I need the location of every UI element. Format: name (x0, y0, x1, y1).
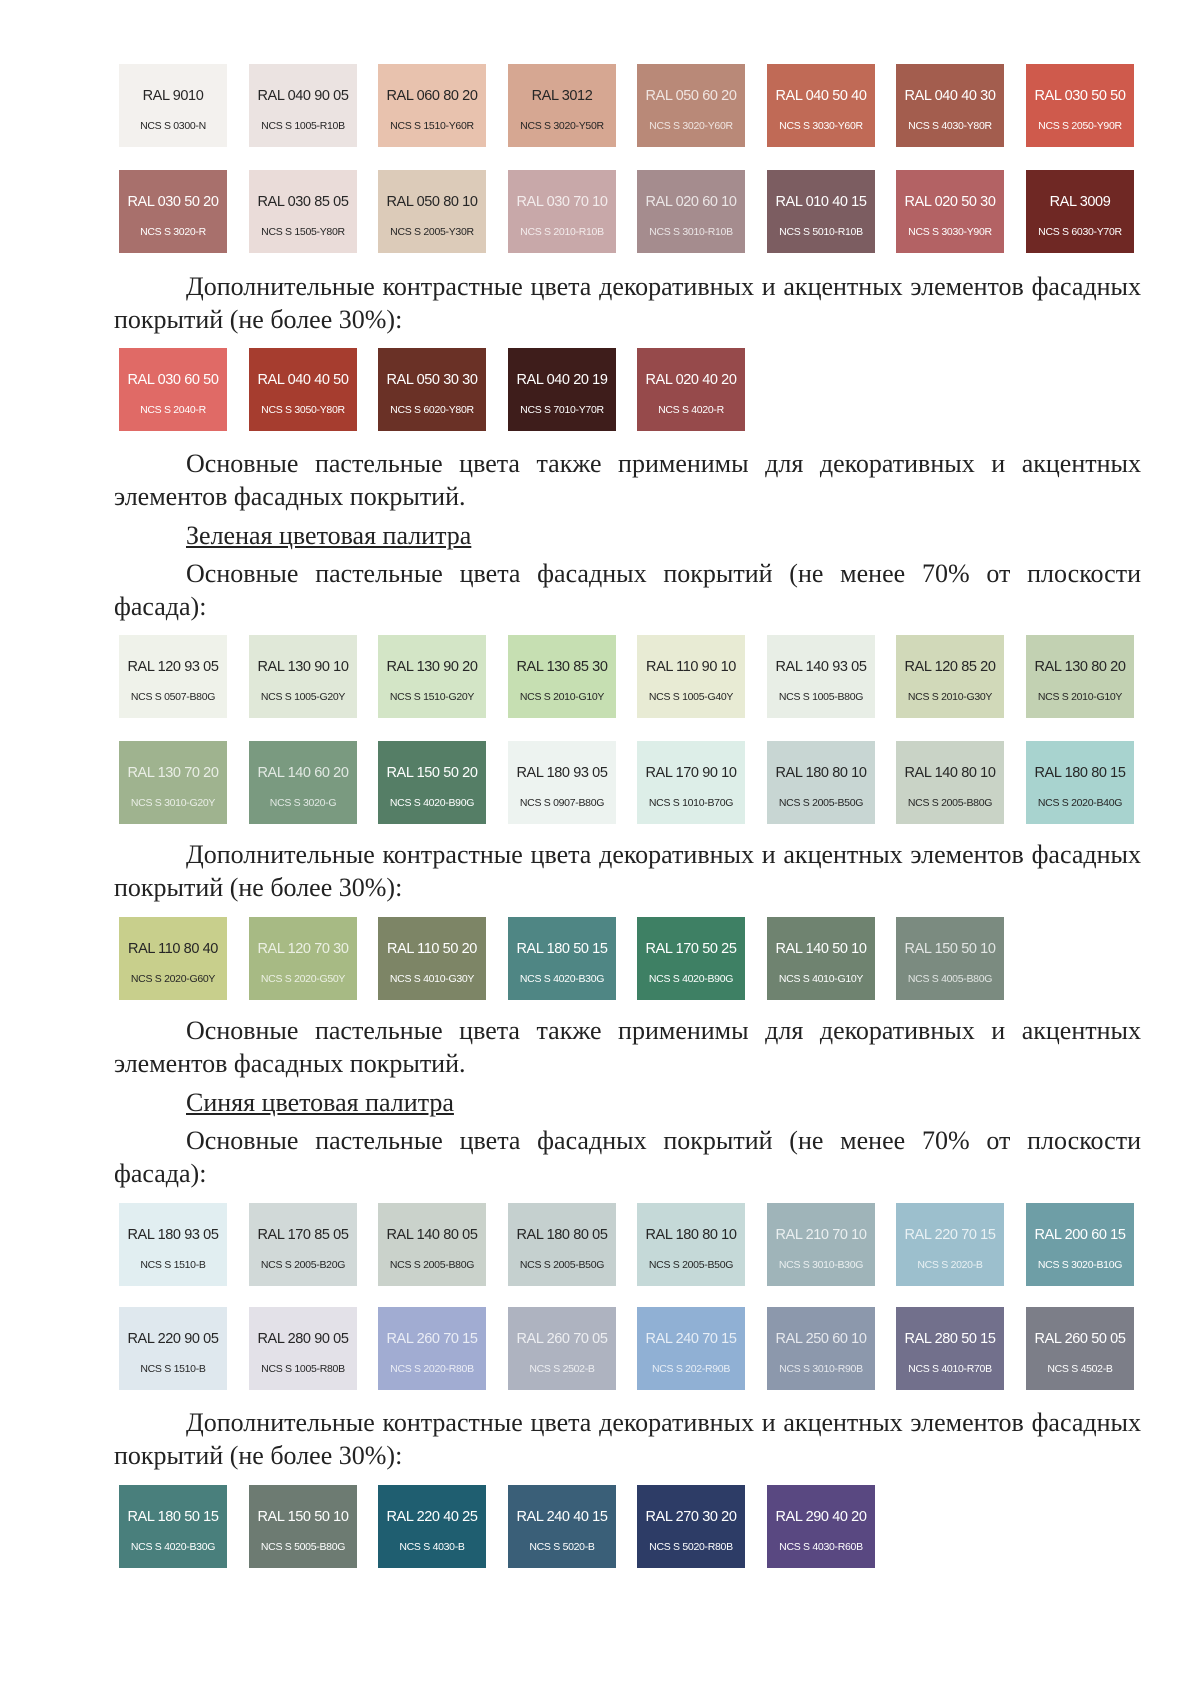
color-swatch (896, 635, 1004, 718)
ral-code: RAL 040 50 40 (775, 88, 867, 104)
ncs-code: NCS S 1005-G20Y (260, 691, 346, 703)
ncs-code: NCS S 4020-B30G (130, 1541, 216, 1553)
paragraph-text: Основные пастельные цвета также применимы для декоративных и акцентных элементов фасадных покрытий. (114, 1016, 1141, 1078)
color-swatch (249, 348, 357, 431)
color-swatch (1026, 741, 1134, 824)
ncs-code: NCS S 4020-B90G (648, 973, 734, 985)
color-swatch (378, 1203, 486, 1286)
ncs-code: NCS S 2040-R (140, 404, 206, 416)
color-swatch (249, 1307, 357, 1390)
color-swatch (1026, 64, 1134, 147)
color-swatch (767, 635, 875, 718)
paragraph-text: Основные пастельные цвета также применимы для декоративных и акцентных элементов фасадных покрытий. (114, 449, 1141, 511)
color-swatch (508, 741, 616, 824)
color-swatch (249, 64, 357, 147)
ncs-code: NCS S 2020-G60Y (130, 973, 216, 985)
ncs-code: NCS S 1505-Y80R (261, 226, 345, 238)
paragraph-text: Основные пастельные цвета фасадных покрытий (не менее 70% от плоскости фасада): (114, 1126, 1141, 1188)
ncs-code: NCS S 1510-Y60R (390, 120, 474, 132)
ncs-code: NCS S 2005-B50G (648, 1259, 734, 1271)
ral-code: RAL 150 50 10 (904, 941, 996, 957)
section-heading: Зеленая цветовая палитра (186, 521, 472, 550)
ncs-code: NCS S 4502-B (1047, 1363, 1113, 1375)
color-swatch (378, 917, 486, 1000)
ral-code: RAL 200 60 15 (1034, 1227, 1126, 1243)
ncs-code: NCS S 3050-Y80R (261, 404, 345, 416)
ncs-code: NCS S 2020-B (917, 1259, 983, 1271)
ncs-code: NCS S 2502-B (529, 1363, 595, 1375)
ncs-code: NCS S 4010-G10Y (778, 973, 864, 985)
ncs-code: NCS S 4020-R (658, 404, 724, 416)
ral-code: RAL 050 80 10 (386, 194, 478, 210)
color-swatch (767, 64, 875, 147)
color-swatch (508, 917, 616, 1000)
ncs-code: NCS S 0907-B80G (519, 797, 605, 809)
color-swatch (508, 1203, 616, 1286)
ncs-code: NCS S 1005-G40Y (648, 691, 734, 703)
ral-code: RAL 030 85 05 (257, 194, 349, 210)
ncs-code: NCS S 1510-G20Y (389, 691, 475, 703)
ncs-code: NCS S 3020-B10G (1037, 1259, 1123, 1271)
ncs-code: NCS S 2010-R10B (520, 226, 604, 238)
ncs-code: NCS S 2020-R80B (390, 1363, 474, 1375)
ncs-code: NCS S 2010-G30Y (907, 691, 993, 703)
ral-code: RAL 110 50 20 (387, 941, 477, 957)
ral-code: RAL 030 70 10 (516, 194, 608, 210)
paragraph-text: Дополнительные контрастные цвета декоративных и акцентных элементов фасадных покрытий (не более 30%): (114, 1408, 1141, 1470)
ncs-code: NCS S 4020-B90G (389, 797, 475, 809)
color-swatch (508, 64, 616, 147)
color-swatch (378, 348, 486, 431)
color-swatch (378, 170, 486, 253)
color-swatch (637, 1307, 745, 1390)
ncs-code: NCS S 2010-G10Y (519, 691, 605, 703)
color-swatch (896, 917, 1004, 1000)
ral-code: RAL 130 80 20 (1034, 659, 1126, 675)
color-swatch (378, 1307, 486, 1390)
color-swatch (378, 1485, 486, 1568)
ncs-code: NCS S 2005-B50G (778, 797, 864, 809)
ral-code: RAL 150 50 20 (386, 765, 478, 781)
ncs-code: NCS S 3020-Y50R (520, 120, 604, 132)
ral-code: RAL 220 90 05 (127, 1331, 219, 1347)
ncs-code: NCS S 5005-B80G (260, 1541, 346, 1553)
ral-code: RAL 3012 (531, 88, 593, 104)
color-swatch (119, 348, 227, 431)
ral-code: RAL 9010 (142, 88, 204, 104)
color-swatch (119, 635, 227, 718)
color-swatch (767, 170, 875, 253)
ral-code: RAL 140 80 10 (904, 765, 996, 781)
paragraph-text: Дополнительные контрастные цвета декоративных и акцентных элементов фасадных покрытий (не более 30%): (114, 272, 1141, 334)
ncs-code: NCS S 5020-R80B (649, 1541, 733, 1553)
ncs-code: NCS S 2005-Y30R (390, 226, 474, 238)
ncs-code: NCS S 3030-Y60R (779, 120, 863, 132)
paragraph (114, 557, 1141, 623)
ral-code: RAL 180 80 10 (775, 765, 867, 781)
color-swatch (637, 1485, 745, 1568)
ncs-code: NCS S 1510-B (140, 1259, 206, 1271)
paragraph-text: Основные пастельные цвета фасадных покрытий (не менее 70% от плоскости фасада): (114, 559, 1141, 621)
ral-code: RAL 260 70 15 (386, 1331, 478, 1347)
ral-code: RAL 020 40 20 (645, 372, 737, 388)
ral-code: RAL 010 40 15 (775, 194, 867, 210)
ral-code: RAL 180 80 05 (516, 1227, 608, 1243)
color-swatch (1026, 1203, 1134, 1286)
ncs-code: NCS S 0300-N (140, 120, 206, 132)
color-swatch (1026, 1307, 1134, 1390)
ncs-code: NCS S 2005-B80G (389, 1259, 475, 1271)
ral-code: RAL 110 90 10 (646, 659, 736, 675)
color-swatch (249, 741, 357, 824)
color-swatch (119, 1307, 227, 1390)
ral-code: RAL 280 90 05 (257, 1331, 349, 1347)
ncs-code: NCS S 1005-R80B (261, 1363, 345, 1375)
paragraph (114, 447, 1141, 513)
ral-code: RAL 260 70 05 (516, 1331, 608, 1347)
color-swatch (637, 1203, 745, 1286)
ncs-code: NCS S 202-R90B (651, 1363, 731, 1375)
paragraph (114, 1124, 1141, 1190)
ncs-code: NCS S 3010-B30G (778, 1259, 864, 1271)
ral-code: RAL 060 80 20 (386, 88, 478, 104)
ral-code: RAL 030 60 50 (127, 372, 219, 388)
ral-code: RAL 150 50 10 (257, 1509, 349, 1525)
ral-code: RAL 030 50 50 (1034, 88, 1126, 104)
ral-code: RAL 140 80 05 (386, 1227, 478, 1243)
color-swatch (119, 170, 227, 253)
ncs-code: NCS S 2005-B50G (519, 1259, 605, 1271)
color-swatch (249, 1203, 357, 1286)
section-heading: Синяя цветовая палитра (186, 1088, 454, 1117)
ncs-code: NCS S 3010-G20Y (130, 797, 216, 809)
ral-code: RAL 020 60 10 (645, 194, 737, 210)
ral-code: RAL 240 40 15 (516, 1509, 608, 1525)
ral-code: RAL 260 50 05 (1034, 1331, 1126, 1347)
ral-code: RAL 280 50 15 (904, 1331, 996, 1347)
ral-code: RAL 170 50 25 (645, 941, 737, 957)
color-swatch (767, 741, 875, 824)
color-swatch (249, 635, 357, 718)
ncs-code: NCS S 1005-B80G (778, 691, 864, 703)
color-swatch (896, 1203, 1004, 1286)
ncs-code: NCS S 5020-B (529, 1541, 595, 1553)
ral-code: RAL 130 70 20 (127, 765, 219, 781)
paragraph (114, 1406, 1141, 1472)
ral-code: RAL 180 80 15 (1034, 765, 1126, 781)
ral-code: RAL 040 40 30 (904, 88, 996, 104)
ncs-code: NCS S 6020-Y80R (390, 404, 474, 416)
ncs-code: NCS S 4010-R70B (908, 1363, 992, 1375)
ral-code: RAL 040 90 05 (257, 88, 349, 104)
color-swatch (378, 64, 486, 147)
ral-code: RAL 140 60 20 (257, 765, 349, 781)
ral-code: RAL 180 80 10 (645, 1227, 737, 1243)
paragraph-text: Дополнительные контрастные цвета декоративных и акцентных элементов фасадных покрытий (не более 30%): (114, 840, 1141, 902)
ral-code: RAL 120 85 20 (904, 659, 996, 675)
ral-code: RAL 130 90 10 (257, 659, 349, 675)
color-swatch (637, 170, 745, 253)
ral-code: RAL 130 90 20 (386, 659, 478, 675)
ral-code: RAL 020 50 30 (904, 194, 996, 210)
color-swatch (378, 741, 486, 824)
ncs-code: NCS S 3020-G (269, 797, 337, 809)
ral-code: RAL 210 70 10 (775, 1227, 867, 1243)
ncs-code: NCS S 0507-B80G (130, 691, 216, 703)
color-swatch (119, 741, 227, 824)
color-swatch (1026, 170, 1134, 253)
color-swatch (637, 348, 745, 431)
ncs-code: NCS S 4030-R60B (779, 1541, 863, 1553)
ral-code: RAL 180 93 05 (127, 1227, 219, 1243)
color-swatch (896, 170, 1004, 253)
ral-code: RAL 040 40 50 (257, 372, 349, 388)
color-swatch (508, 635, 616, 718)
color-swatch (508, 1307, 616, 1390)
ral-code: RAL 290 40 20 (775, 1509, 867, 1525)
ncs-code: NCS S 1510-B (140, 1363, 206, 1375)
ncs-code: NCS S 2050-Y90R (1038, 120, 1122, 132)
color-swatch (119, 917, 227, 1000)
ral-code: RAL 270 30 20 (645, 1509, 737, 1525)
color-swatch (249, 170, 357, 253)
color-swatch (249, 1485, 357, 1568)
color-swatch (119, 1203, 227, 1286)
color-swatch (508, 170, 616, 253)
ral-code: RAL 140 93 05 (775, 659, 867, 675)
ncs-code: NCS S 4030-Y80R (908, 120, 992, 132)
ncs-code: NCS S 3030-Y90R (908, 226, 992, 238)
color-swatch (767, 1485, 875, 1568)
color-swatch (896, 1307, 1004, 1390)
ral-code: RAL 170 85 05 (257, 1227, 349, 1243)
ncs-code: NCS S 4020-B30G (519, 973, 605, 985)
ral-code: RAL 050 60 20 (645, 88, 737, 104)
color-swatch (637, 741, 745, 824)
ncs-code: NCS S 1010-B70G (648, 797, 734, 809)
ncs-code: NCS S 2005-B80G (907, 797, 993, 809)
color-swatch (637, 635, 745, 718)
color-swatch (896, 741, 1004, 824)
ral-code: RAL 240 70 15 (645, 1331, 737, 1347)
ncs-code: NCS S 4010-G30Y (389, 973, 475, 985)
ncs-code: NCS S 2020-G50Y (260, 973, 346, 985)
ral-code: RAL 220 40 25 (386, 1509, 478, 1525)
color-swatch (767, 1307, 875, 1390)
ral-code: RAL 030 50 20 (127, 194, 219, 210)
ncs-code: NCS S 1005-R10B (261, 120, 345, 132)
color-swatch (896, 64, 1004, 147)
color-swatch (119, 1485, 227, 1568)
ral-code: RAL 250 60 10 (775, 1331, 867, 1347)
color-swatch (637, 917, 745, 1000)
ncs-code: NCS S 3010-R10B (649, 226, 733, 238)
ncs-code: NCS S 7010-Y70R (520, 404, 604, 416)
color-swatch (508, 1485, 616, 1568)
ncs-code: NCS S 2020-B40G (1037, 797, 1123, 809)
ncs-code: NCS S 2005-B20G (260, 1259, 346, 1271)
ncs-code: NCS S 2010-G10Y (1037, 691, 1123, 703)
color-swatch (119, 64, 227, 147)
ral-code: RAL 180 93 05 (516, 765, 608, 781)
ral-code: RAL 3009 (1049, 194, 1111, 210)
ncs-code: NCS S 5010-R10B (779, 226, 863, 238)
ral-code: RAL 050 30 30 (386, 372, 478, 388)
ncs-code: NCS S 4005-B80G (907, 973, 993, 985)
color-swatch (378, 635, 486, 718)
ral-code: RAL 180 50 15 (516, 941, 608, 957)
ral-code: RAL 130 85 30 (516, 659, 608, 675)
ral-code: RAL 120 93 05 (127, 659, 219, 675)
ncs-code: NCS S 6030-Y70R (1038, 226, 1122, 238)
ral-code: RAL 110 80 40 (128, 941, 218, 957)
ncs-code: NCS S 3020-Y60R (649, 120, 733, 132)
color-swatch (767, 917, 875, 1000)
ral-code: RAL 180 50 15 (127, 1509, 219, 1525)
paragraph (114, 838, 1141, 904)
ral-code: RAL 170 90 10 (645, 765, 737, 781)
paragraph (114, 270, 1141, 336)
color-swatch (249, 917, 357, 1000)
ncs-code: NCS S 4030-B (399, 1541, 465, 1553)
paragraph (114, 1014, 1141, 1080)
ncs-code: NCS S 3010-R90B (779, 1363, 863, 1375)
ral-code: RAL 140 50 10 (775, 941, 867, 957)
ral-code: RAL 220 70 15 (904, 1227, 996, 1243)
color-swatch (637, 64, 745, 147)
color-swatch (1026, 635, 1134, 718)
color-swatch (767, 1203, 875, 1286)
color-swatch (508, 348, 616, 431)
ncs-code: NCS S 3020-R (140, 226, 206, 238)
ral-code: RAL 120 70 30 (257, 941, 349, 957)
ral-code: RAL 040 20 19 (516, 372, 608, 388)
